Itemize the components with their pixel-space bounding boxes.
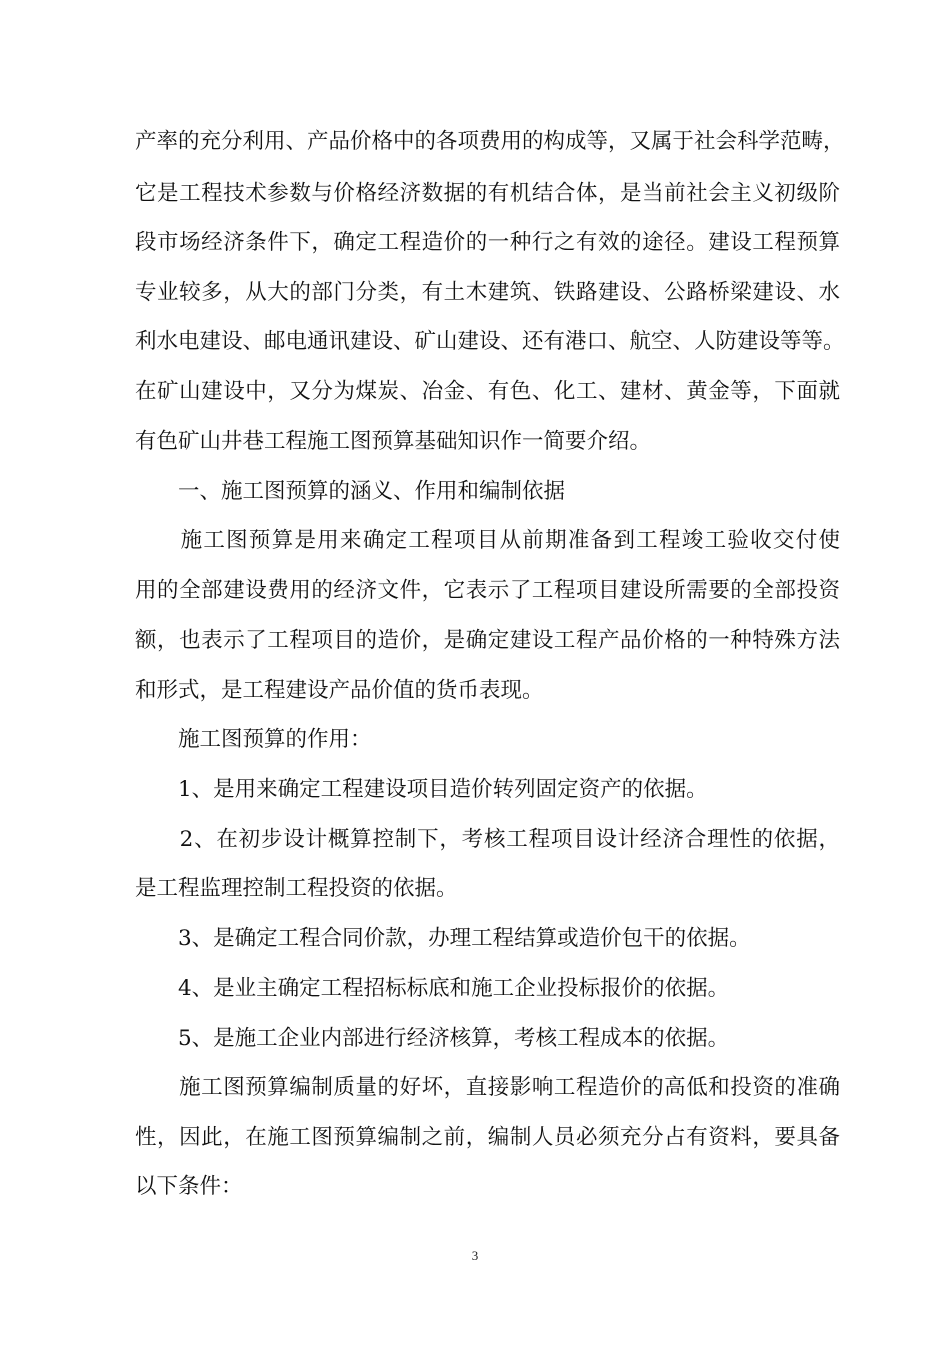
text-line: 额，也表示了工程项目的造价，是确定建设工程产品价格的一种特殊方法	[135, 628, 840, 653]
text-line: 施工图预算的作用：	[135, 727, 372, 752]
list-item: 2、在初步设计概算控制下，考核工程项目设计经济合理性的依据，	[135, 827, 840, 852]
text-line: 段市场经济条件下，确定工程造价的一种行之有效的途径。建设工程预算	[135, 230, 840, 255]
text-line: 是工程监理控制工程投资的依据。	[135, 876, 458, 901]
text-line: 性，因此，在施工图预算编制之前，编制人员必须充分占有资料，要具备	[135, 1125, 840, 1150]
page-number: 3	[471, 1248, 479, 1263]
text-line: 以下条件：	[135, 1174, 243, 1199]
list-item: 3、是确定工程合同价款，办理工程结算或造价包干的依据。	[135, 926, 751, 951]
text-line: 用的全部建设费用的经济文件，它表示了工程项目建设所需要的全部投资	[135, 578, 840, 603]
text-line: 它是工程技术参数与价格经济数据的有机结合体，是当前社会主义初级阶	[135, 181, 840, 206]
section-heading: 一、施工图预算的涵义、作用和编制依据	[135, 479, 566, 504]
list-item: 1、是用来确定工程建设项目造价转列固定资产的依据。	[135, 777, 708, 802]
text-line: 施工图预算是用来确定工程项目从前期准备到工程竣工验收交付使	[135, 528, 840, 553]
text-line: 专业较多，从大的部门分类，有土木建筑、铁路建设、公路桥梁建设、水	[135, 280, 840, 305]
text-line: 利水电建设、邮电通讯建设、矿山建设、还有港口、航空、人防建设等等。	[135, 329, 845, 354]
text-line: 和形式，是工程建设产品价值的货币表现。	[135, 678, 544, 703]
text-line: 施工图预算编制质量的好坏，直接影响工程造价的高低和投资的准确	[135, 1075, 840, 1100]
list-item: 5、是施工企业内部进行经济核算，考核工程成本的依据。	[135, 1026, 730, 1051]
text-line: 产率的充分利用、产品价格中的各项费用的构成等，又属于社会科学范畴，	[135, 129, 845, 154]
text-line: 在矿山建设中，又分为煤炭、冶金、有色、化工、建材、黄金等，下面就	[135, 379, 840, 404]
text-line: 有色矿山井巷工程施工图预算基础知识作一简要介绍。	[135, 429, 652, 454]
list-item: 4、是业主确定工程招标标底和施工企业投标报价的依据。	[135, 976, 730, 1001]
